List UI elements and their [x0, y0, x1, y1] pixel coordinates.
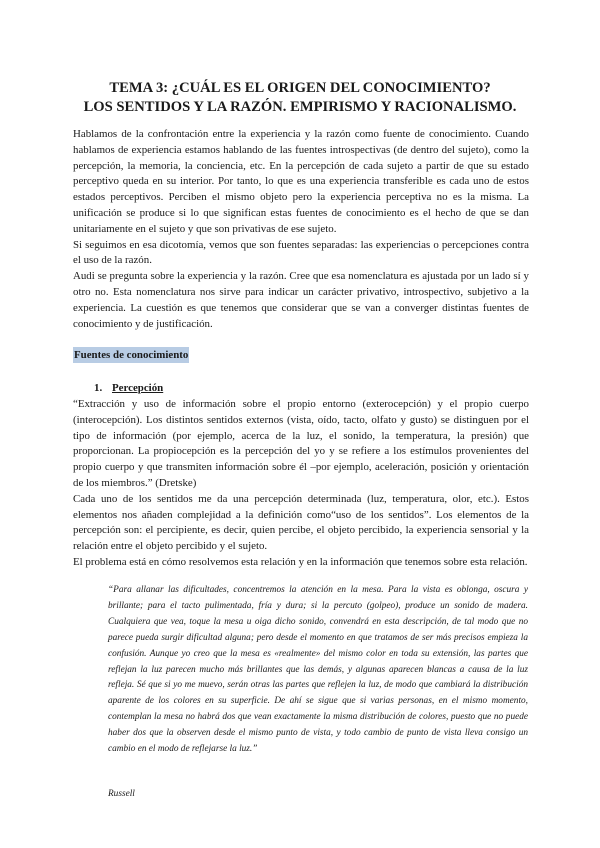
- percepcion-body: [73, 397, 529, 571]
- section-heading-highlighted: Fuentes de conocimiento: [74, 349, 189, 361]
- intro-paragraph-2: Si seguimos en esa dicotomía, vemos que son fuentes separadas: las experiencias o percepciones contra el uso de la razón.: [73, 238, 529, 267]
- page-title: [0, 79, 600, 117]
- dretske-quote-paragraph: “Extracción y uso de información sobre el propio entorno (exterocepción) y el propio cuerpo (interocepción). Los distintos sentidos externos (vista, oído, tacto, olfato y gusto) se distinguen por el tipo de información (por ejemplo, acerca de la luz, el sonido, la temperatura, la presión) que proporcionan. La propiocepción es la percepción del yo y se refiere a los estímulos provenientes del propio cuerpo y que transmiten información sobre él –por ejemplo, aceleración, posición y orientación de los miembros.” (Dretske): [73, 398, 529, 489]
- blockquote-text: “Para allanar las dificultades, concentremos la atención en la mesa. Para la vista es oblonga, oscura y brillante; para el tacto pulimentada, fría y dura; si la percuto (golpeo), produce un sonido de madera. Cualquiera que vea, toque la mesa u oiga dicho sonido, convendrá en esta descripción, de tal modo que no parece pueda surgir dificultad alguna; pero desde el momento en que tratamos de ser más precisos empieza la confusión. Aunque yo creo que la mesa es «realmente» del mismo color en toda su extensión, las partes que reflejan la luz parecen mucho más brillantes que las demás, y algunas aparecen blancas a causa de la luz refleja. Sé que si yo me muevo, serán otras las partes que reflejen la luz, de modo que cambiará la distribución aparente de los colores en su superficie. De ahí se sigue que si varias personas, en el mismo momento, contemplan la mesa no habrá dos que vean exactamente la misma distribución de colores, puesto que no puede haber dos que la observen desde el mismo punto de vista, y todo cambio de punto de vista lleva consigo un cambio en el modo de reflejarse la luz.”: [108, 585, 528, 755]
- intro-section: [73, 127, 529, 332]
- body-paragraph-3: El problema está en cómo resolvemos esta relación y en la información que tenemos sobre esta relación.: [73, 555, 528, 568]
- subheading-percepcion: [94, 380, 163, 396]
- title-line-1: TEMA 3: ¿CUÁL ES EL ORIGEN DEL CONOCIMIENTO?: [109, 80, 491, 96]
- subheading-number: 1.: [94, 382, 103, 394]
- quote-author: Russell: [108, 789, 135, 799]
- intro-paragraph-1: Hablamos de la confrontación entre la experiencia y la razón como fuente de conocimiento. Cuando hablamos de experiencia estamos hablando de las fuentes introspectivas (de dentro del sujeto), como la percepción, la memoria, la conciencia, etc. En la percepción de cada sujeto a partir de que su estado perceptivo queda en su interior. Por tanto, lo que es una experiencia transferible es cada uno de estos estados perceptivos. Perciben el mismo objeto pero la experiencia perceptiva no es la misma. La unificación se produce si lo que significan estas fuentes de conocimiento es el hecho de que se dan unitariamente en el sujeto y que son privativas de ese sujeto.: [73, 128, 529, 235]
- russell-blockquote: [108, 583, 528, 758]
- intro-paragraph-3: Audi se pregunta sobre la experiencia y la razón. Cree que esa nomenclatura es ajustada por un lado sí y otro no. Esta nomenclatura nos sirve para indicar un carácter privativo, introspectivo, subjetivo a la experiencia. La cuestión es que tenemos que considerar que se van a converger distintas fuentes de conocimiento y de justificación.: [73, 270, 529, 330]
- title-line-2: LOS SENTIDOS Y LA RAZÓN. EMPIRISMO Y RACIONALISMO.: [83, 99, 517, 115]
- body-paragraph-2: Cada uno de los sentidos me da una percepción determinada (luz, temperatura, olor, etc.). Estos elementos nos añaden complejidad a la definición como“uso de los sentidos”. Los elementos de la percepción son: el percipiente, es decir, quien percibe, el objeto percibido, la experiencia sensorial y la relación entre el objeto percibido y el sujeto.: [73, 492, 529, 553]
- subheading-label: Percepción: [112, 382, 164, 394]
